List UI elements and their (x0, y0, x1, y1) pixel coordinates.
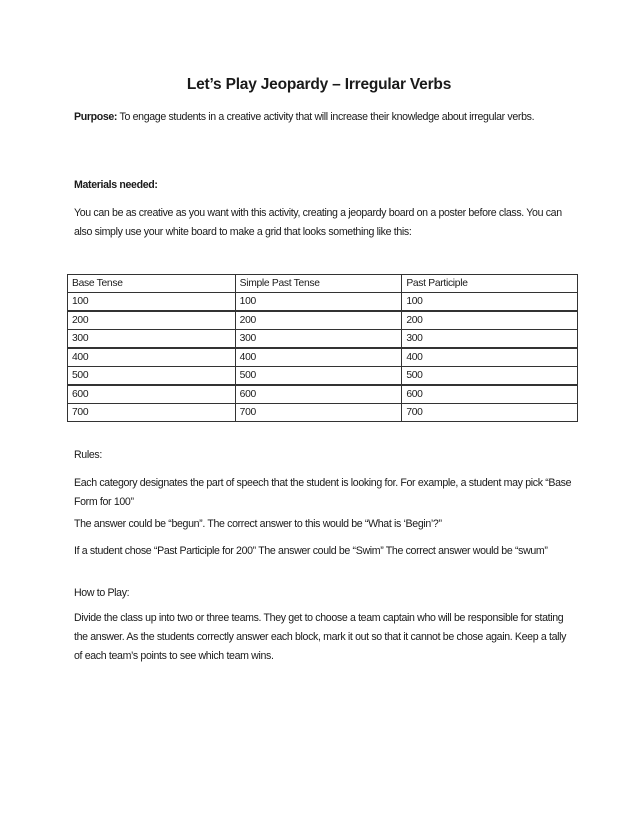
table-cell: 200 (235, 311, 402, 330)
table-cell: 200 (68, 311, 236, 330)
table-row (68, 348, 578, 367)
table-cell: 500 (235, 367, 402, 386)
table-cell: 200 (402, 311, 578, 330)
table-cell: 300 (235, 330, 402, 349)
table-cell: 300 (402, 330, 578, 349)
table-cell: 700 (235, 404, 402, 422)
table-header-cell: Simple Past Tense (235, 275, 402, 293)
table-cell: 600 (235, 385, 402, 404)
purpose-text: To engage students in a creative activity that will increase their knowledge about irregular verbs. (119, 111, 535, 123)
table-row (68, 404, 578, 422)
table-header-cell: Past Participle (402, 275, 578, 293)
table-row (68, 330, 578, 349)
how-to-play-heading: How to Play: (74, 587, 130, 599)
page-title: Let’s Play Jeopardy – Irregular Verbs (186, 76, 452, 93)
table-cell: 300 (68, 330, 236, 349)
table-row (68, 367, 578, 386)
purpose-paragraph (74, 108, 574, 127)
table-cell: 500 (402, 367, 578, 386)
jeopardy-grid-table (67, 274, 578, 422)
table-row (68, 293, 578, 312)
table-cell: 700 (402, 404, 578, 422)
materials-heading (74, 176, 574, 195)
table-cell: 600 (68, 385, 236, 404)
table-cell: 600 (402, 385, 578, 404)
table-cell: 400 (402, 348, 578, 367)
materials-heading-text: Materials needed: (74, 179, 158, 191)
purpose-label: Purpose: (74, 111, 118, 123)
rules-paragraph-1: Each category designates the part of speech that the student is looking for. For example, a student may pick “Base Form for 100” (74, 477, 572, 508)
table-cell: 400 (68, 348, 236, 367)
table-cell: 700 (68, 404, 236, 422)
rules-heading: Rules: (74, 449, 102, 461)
table-cell: 500 (68, 367, 236, 386)
materials-paragraph: You can be as creative as you want with this activity, creating a jeopardy board on a poster before class. You can also simply use your white board to make a grid that looks something like this: (74, 207, 562, 238)
table-header-row (68, 275, 578, 293)
table-row (68, 385, 578, 404)
rules-paragraph-3: If a student chose “Past Participle for 200” The answer could be “Swim” The correct answer would be “swum” (74, 545, 548, 557)
table-header-cell: Base Tense (68, 275, 236, 293)
table-cell: 100 (402, 293, 578, 312)
table-row (68, 311, 578, 330)
table-cell: 100 (68, 293, 236, 312)
table-cell: 400 (235, 348, 402, 367)
table-cell: 100 (235, 293, 402, 312)
rules-paragraph-2: The answer could be “begun”. The correct answer to this would be “What is ‘Begin’?” (74, 518, 442, 530)
how-to-play-paragraph: Divide the class up into two or three teams. They get to choose a team captain who will be responsible for stating the answer. As the students correctly answer each block, mark it out so that it cannot be chose again. Keep a tally of each team’s points to see which team wins. (74, 612, 567, 662)
